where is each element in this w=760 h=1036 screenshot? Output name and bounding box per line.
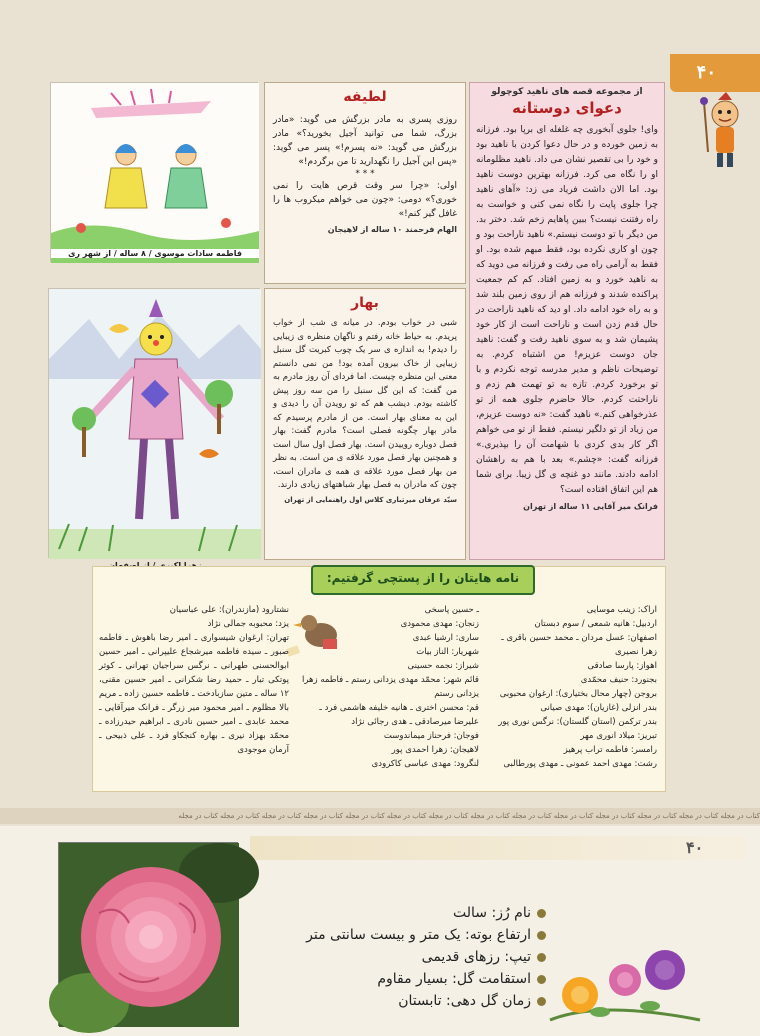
joke-text: روزی پسری به مادر بزرگش می گوید: «مادر بزرگ، شما می توانید آجیل بخورید؟» مادر بزرگش می گوید: «نه پسرم!» پسر می گوید: «پس این آجیل را نگهدارید تا من برگردم!» — [273, 115, 457, 167]
strip-text: کتاب در مجله — [178, 812, 218, 820]
letter-entry: اردبیل: هانیه شمعی / سوم دبستان — [534, 619, 657, 629]
strip-text: کتاب در مجله — [261, 812, 302, 820]
bullet-icon — [537, 909, 546, 918]
bullet-icon — [537, 931, 546, 940]
drawing-girls-caption: فاطمه سادات موسوی / ۸ ساله / از شهر ری — [51, 249, 259, 258]
letter-entry: لاهیجان: زهرا احمدی پور — [391, 745, 479, 755]
strip-text: کتاب در مجله — [345, 812, 385, 820]
book-in-magazine-strip — [0, 808, 760, 824]
rose-photo-image — [59, 843, 239, 1027]
story-credit: فرانک میر آقایی ۱۱ ساله از تهران — [523, 502, 658, 511]
strip-text: کتاب در مجله — [637, 812, 677, 820]
strip-text: کتاب در مجله — [303, 812, 343, 820]
drawing-girls — [50, 82, 258, 262]
drawing-clown-image — [49, 289, 261, 559]
letter-entry: ـ حسین پاسخی — [424, 605, 479, 615]
letter-entry: تهران: ارغوان شیسواری ـ امیر رضا باهوش ـ فاطمه صبور ـ سیده فاطمه میرشجاع علیپرانی ـ امیر حسین ابوالحسنی طهرانی ـ نرگس سراجیان تهرانی ـ کوثر پوتکی تبار ـ حمید رضا شکرانی ـ امیر حسین مقنی، ۱۲ ساله ـ متین سازبادخت ـ فاطمه حسین زاده ـ مریم بالا مظلوم ـ امیر محمود میر زرگر ـ فرانک میرآقایی ـ محمد عابدی ـ امیر حسین نادری ـ ابراهیم حیدرزاده ـ محمّد بهزاد نیری ـ بهاره کنجکاو فرد ـ علی ذبیحی ـ آرمان موجودی — [99, 633, 289, 755]
letter-entry: شیراز: نجمه حسینی — [407, 661, 479, 671]
strip-text: کتاب در مجله — [428, 812, 469, 820]
joke-text-2: اولی: «چرا سر وقت قرص هایت را نمی خوری؟» دومی: «چون می خواهم میکروب ها را غافل گیر کنم!» — [273, 181, 457, 219]
letter-entry: ساری: ارشیا عبدی — [412, 633, 479, 643]
letter-entry: قائم شهر: محمّد مهدی یزدانی رستم ـ فاطمه زهرا یزدانی رستم — [301, 675, 479, 699]
letters-title: نامه هایتان را از پستچی گرفتیم: — [326, 571, 520, 585]
letter-entry: اصفهان: عسل مردان ـ محمد حسین باقری ـ زهرا نصیری — [501, 633, 657, 657]
letters-section — [92, 566, 666, 792]
spring-title: بهار — [351, 295, 379, 311]
letters-column-2 — [299, 603, 479, 771]
cartoon-kid-illustration — [696, 92, 754, 172]
spring-box — [264, 288, 466, 560]
letter-entry: بندر انزلی (غازیان): مهدی صیانی — [540, 703, 657, 713]
roses-decoration-illustration — [540, 940, 710, 1030]
rose-name: نام رُز: سالت — [453, 905, 531, 921]
page-number-bottom: ۴۰ — [686, 838, 704, 857]
rose-info-item — [216, 990, 546, 1012]
rose-info-item — [216, 968, 546, 990]
letters-column-1 — [487, 603, 657, 771]
strip-text: کتاب در مجله — [220, 812, 260, 820]
rose-hardiness: استقامت گل: بسیار مقاوم — [377, 971, 531, 987]
letter-entry: رشت: مهدی احمد عمونی ـ مهدی پورطالبی — [503, 759, 657, 769]
rose-type: تیپ: رزهای قدیمی — [421, 949, 531, 965]
letter-entry: لنگرود: مهدی عباسی کاکرودی — [371, 759, 479, 769]
strip-text: کتاب در مجله — [386, 812, 427, 820]
letter-entry: بروجن (چهار محال بختیاری): ارغوان محبوبی — [499, 689, 657, 699]
rose-info-item — [216, 946, 546, 968]
rose-photo — [58, 842, 238, 1026]
rose-info-item — [216, 924, 546, 946]
strip-text: کتاب در مجله — [553, 812, 594, 820]
rose-info-item — [216, 902, 546, 924]
letter-entry: نشتارود (مازندران): علی عباسیان — [169, 605, 289, 615]
rose-info-list — [216, 902, 546, 1012]
joke-separator: * * * — [355, 169, 375, 179]
joke-title: لطیفه — [343, 89, 387, 105]
letter-entry: زنجان: مهدی محمودی — [400, 619, 479, 629]
strip-text: کتاب در مجله — [512, 812, 552, 820]
spring-credit: سیّد عرفان میرتباری کلاس اول راهنمایی از تهران — [284, 495, 457, 504]
joke-box — [264, 82, 466, 284]
page-number-top: ۴۰ — [696, 62, 716, 83]
letter-entry: فوجان: فرحناز میماندوست — [383, 731, 479, 741]
rose-height: ارتفاع بوته: یک متر و بیست سانتی متر — [306, 927, 531, 943]
strip-text: کتاب در مجله — [720, 812, 760, 820]
story-text: وای! جلوی آبخوری چه غلغله ای برپا بود. فرزانه به زمین خورده و در حال دعوا کردن با ناهید بود و خود را بی تقصیر نشان می داد. ناهید مظلومانه او را نگاه می کرد. فرزانه بهترین دوست ناهید بود. اما الان داشت فریاد می زد: «آهای ناهید چرا جلوی پایت را نگاه نمی کنی و خواست به راه رفتنت نیست؟ ببین پاهایم زخم شد. دختر بد. من دیگر با تو دوست نیستم.» ناهید ناراحت بود و چون او کاری نکرده بود، فقط مبهم شده بود. او فقط به آرامی راه می رفت و فرزانه می دوید که به ناهید خورد و به زمین افتاد. کم کم جمعیت پراکنده شدند و فرزانه هم از روی زمین بلند شد و به راه خود ادامه داد. او دید که ناهید ناراحت در حال قدم زدن است و ناراحت است از کار خود پشیمان شد و به سوی ناهید رفت و گفت: ناهید جان دوست عزیزم! من اشتباه کردم. به توضیحات ناظم و مدیر مدرسه توجه نکردم و با تو برخورد کردم. تازه به تو تهمت هم زدم و ناراحتت کردم. حالا حاضرم جلوی همه از تو عذرخواهی کنم.» ناهید گفت: «نه دوست عزیزم، من زیاد از تو دلگیر نیستم. فقط از تو می خواهم اگر کار بدی کردی با شهامت آن را بپذیری.» فرزانه گفت: «چشم.» بعد با هم به راهشان ادامه دادند. مانند دو غنچه ی گل زیبا. برای شما هم این اتفاق افتاده است؟ — [476, 125, 658, 495]
drawing-clown — [48, 288, 260, 558]
letter-entry: شهریار: الناز بیات — [416, 647, 479, 657]
strip-text: کتاب در مجله — [595, 812, 635, 820]
joke-credit: الهام فرحمند ۱۰ ساله از لاهیجان — [327, 225, 457, 234]
letter-entry: بجنورد: حنیف محمّدی — [580, 675, 657, 685]
letter-entry: اهواز: پارسا صادقی — [587, 661, 657, 671]
letter-entry: تبریز: میلاد انوری مهر — [580, 731, 657, 741]
story-title: دعوای دوستانه — [512, 99, 622, 117]
letter-entry: رامسر: فاطمه تراب پرهیز — [563, 745, 657, 755]
letter-entry: یزد: محبوبه جمالی نژاد — [207, 619, 289, 629]
rose-header-band — [250, 836, 746, 860]
story-box — [469, 82, 665, 560]
strip-text: کتاب در مجله — [470, 812, 510, 820]
rose-bloom-time: زمان گل دهی: تابستان — [398, 993, 531, 1009]
letter-entry: اراک: زینب موسایی — [586, 605, 657, 615]
spring-text: شبی در خواب بودم. در میانه ی شب از خواب پریدم. به حیاط خانه رفتم و ناگهان منظره ی زیبایی را دیدم! به اندازه ی سر یک چوب کبریت گل سنبل زیبایی از خاک بیرون آمده بود! من نمی دانستم معنی این منظره چیست. اما فردای آن روز مادرم به من گفت: که این گل سنبل را من سه روز پیش کاشته بودم. دیشب هم که تو رویدن آن را دیدی و این به معنای بهار است. من از مادرم پرسیدم که مادر بهار چگونه فصلی است؟ مادرم گفت: بهار فصل دوباره روییدن است. بهار فصل اول سال است و همچنین بهار فصل مورد علاقه ی من است. به نظر من بهار فصل مورد علاقه ی همه ی مادران است، چون که مادران به فصل بهار شباهتهای زیادی دارند. — [273, 318, 457, 490]
letters-column-3 — [99, 603, 289, 757]
strip-text: کتاب در مجله — [678, 812, 719, 820]
letter-entry: قم: محسن اختری ـ هانیه خلیفه هاشمی فرد ـ علیرضا میرصادقی ـ هدی رجائی نژاد — [319, 703, 479, 727]
letter-entry: بندر ترکمن (استان گلستان): نرگس نوری پور — [498, 717, 657, 727]
drawing-girls-image — [51, 83, 259, 263]
story-series: از مجموعه قصه های ناهید کوچولو — [491, 87, 643, 97]
